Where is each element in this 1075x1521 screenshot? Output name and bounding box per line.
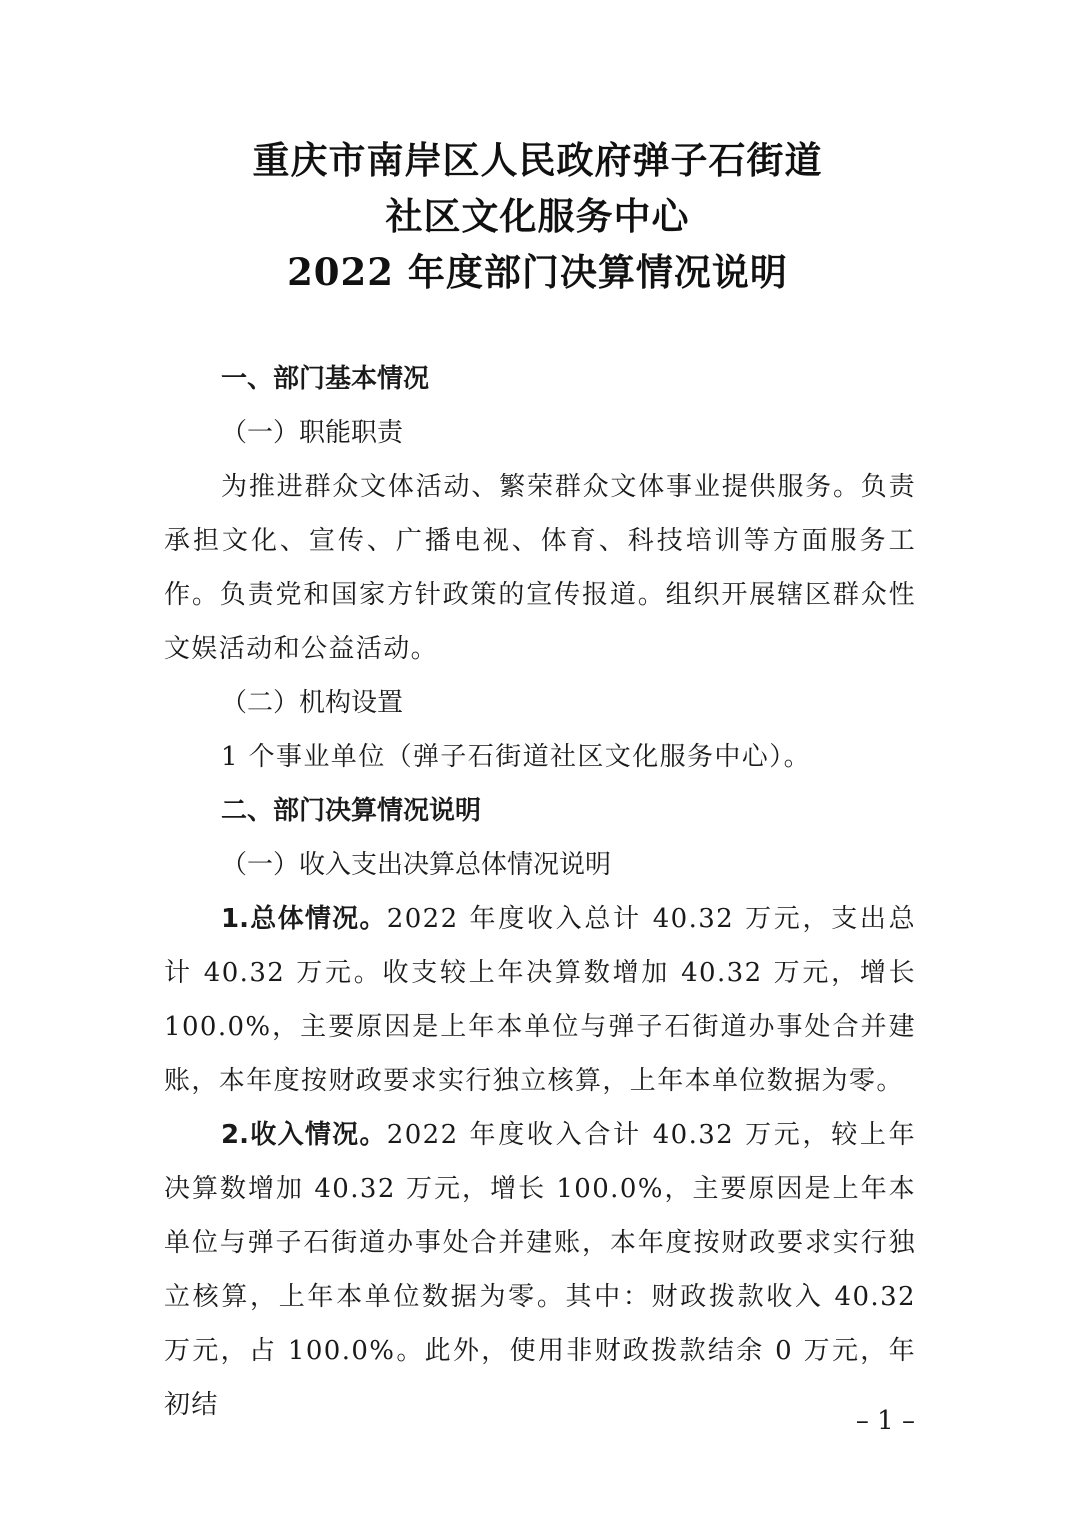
title-line-3: 2022 年度部门决算情况说明 [287,250,788,294]
overall-situation-text: 2022 年度收入总计 40.32 万元，支出总计 40.32 万元。收支较上年决算数增加 40.32 万元，增长 100.0%，主要原因是上年本单位与弹子石街道办事处合并建账，本年度按财政要求实行独立核算，上年本单位数据为零。 [164,904,916,1096]
title-line-1: 重庆市南岸区人民政府弹子石街道 [252,138,823,182]
overall-situation-lead: 1.总体情况。 [221,904,387,934]
section-2-sub-1-heading: （一）收入支出决算总体情况说明 [221,850,612,880]
section-2-heading: 二、部门决算情况说明 [221,796,482,826]
income-situation-paragraph [164,1108,916,1432]
document-title [0,132,1075,300]
title-line-2: 社区文化服务中心 [385,194,690,238]
section-1-sub-2-heading: （二）机构设置 [221,688,404,718]
organization-paragraph: 1 个事业单位（弹子石街道社区文化服务中心）。 [221,742,812,772]
section-1-sub-1-heading: （一）职能职责 [221,418,404,448]
overall-situation-paragraph [164,892,916,1108]
page-number: – 1 – [855,1406,915,1436]
duties-paragraph: 为推进群众文体活动、繁荣群众文体事业提供服务。负责承担文化、宣传、广播电视、体育、科技培训等方面服务工作。负责党和国家方针政策的宣传报道。组织开展辖区群众性文娱活动和公益活动。 [164,472,916,664]
income-situation-lead: 2.收入情况。 [221,1120,387,1150]
income-situation-text: 2022 年度收入合计 40.32 万元，较上年决算数增加 40.32 万元，增长 100.0%，主要原因是上年本单位与弹子石街道办事处合并建账，本年度按财政要求实行独立核算，上年本单位数据为零。其中：财政拨款收入 40.32 万元，占 100.0%。此外，使用非财政拨款结余 0 万元，年初结 [164,1120,916,1420]
document-body [164,352,916,1432]
section-1-heading: 一、部门基本情况 [221,364,430,394]
